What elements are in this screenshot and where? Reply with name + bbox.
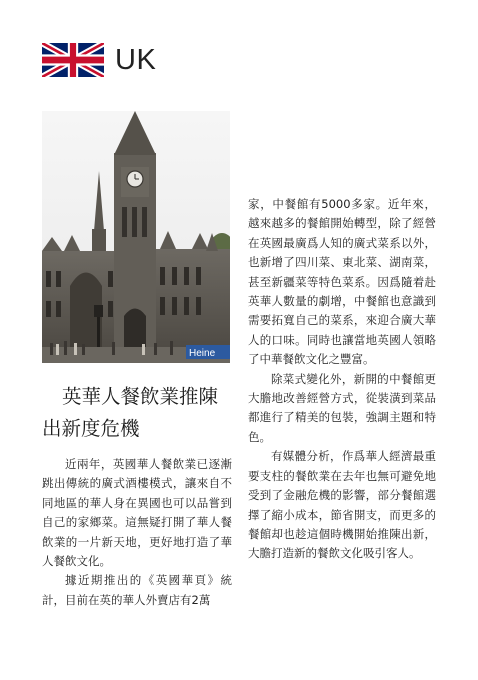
country-label: UK <box>115 44 157 76</box>
town-hall-photo <box>42 111 230 363</box>
left-column <box>42 381 232 610</box>
paragraph-continued: 家，中餐館有5000多家。近年來，越來越多的餐館開始轉型，除了經營在英國最廣爲人知的廣式菜系以外，也新增了四川菜、東北菜、湖南菜，甚至新疆菜等特色菜系。因爲隨着赴英華人數量的劇增，中餐館也意識到需要拓寬自己的菜系，來迎合廣大華人的口味。同時也讓當地英國人領略了中華餐飲文化之豐富。 <box>248 197 436 367</box>
headline-line-1: 英華人餐飲業推陳 <box>62 385 219 408</box>
paragraph: 有媒體分析，作爲華人經濟最重要支柱的餐飲業在去年也無可避免地受到了金融危機的影響，部分餐館選擇了縮小成本，節省開支，而更多的餐館却也趁這個時機開始推陳出新，大膽打造新的餐飲文化吸引客人。 <box>248 449 436 561</box>
shop-sign: Heine <box>189 348 216 359</box>
right-column <box>248 195 436 564</box>
paragraph: 據近期推出的《英國華頁》統計，目前在英的華人外賣店有2萬 <box>42 573 232 607</box>
page-header <box>42 42 156 78</box>
uk-flag-icon <box>42 43 104 77</box>
right-body <box>248 195 436 564</box>
headline-line-2: 出新度危機 <box>42 417 140 440</box>
paragraph: 近兩年，英國華人餐飲業已逐漸跳出傳統的廣式酒樓模式，讓來自不同地區的華人身在異國也可以品嘗到自己的家鄉菜。這無疑打開了華人餐飲業的一片新天地，更好地打造了華人餐飲文化。 <box>42 457 232 569</box>
paragraph: 除菜式變化外，新開的中餐館更大膽地改善經營方式，從裝潢到菜品都進行了精美的包裝，強調主題和特色。 <box>248 371 436 444</box>
left-body <box>42 455 232 610</box>
article-headline <box>42 381 232 445</box>
